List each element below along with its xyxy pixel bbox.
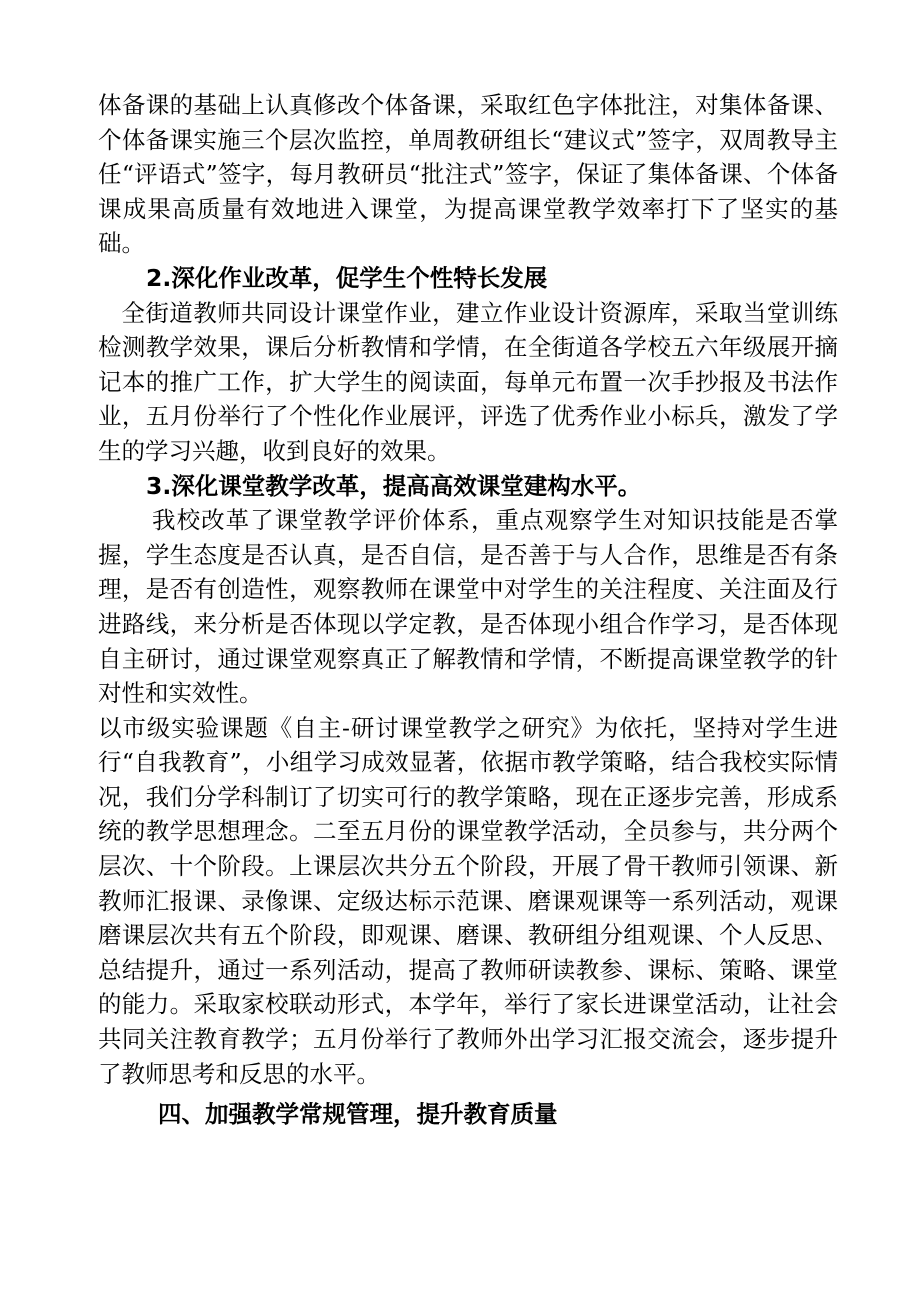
heading-section-four: 四、加强教学常规管理，提升教育质量 bbox=[158, 1100, 558, 1129]
heading-classroom-reform: 3.深化课堂教学改革，提高高效课堂建构水平。 bbox=[146, 471, 642, 500]
paragraph-research-project: 以市级实验课题《自主-研讨课堂教学之研究》为依托，坚持对学生进行“自我教育”，小组学习成效显著，依据市教学策略，结合我校实际情况，我们分学科制订了切实可行的教学策略，现在正逐步完善，形成系统的教学思想理念。二至五月份的课堂教学活动，全员参与，共分两个层次、十个阶段。上课层次共分五个阶段，开展了骨干教师引领课、新教师汇报课、录像课、定级达标示范课、磨课观课等一系列活动，观课磨课层次共有五个阶段，即观课、磨课、教研组分组观课、个人反思、总结提升，通过一系列活动，提高了教师研读教参、课标、策略、课堂的能力。采取家校联动形式，本学年，举行了家长进课堂活动，让社会共同关注教育教学；五月份举行了教师外出学习汇报交流会，逐步提升了教师思考和反思的水平。 bbox=[98, 713, 838, 1088]
paragraph-homework-reform: 全街道教师共同设计课堂作业，建立作业设计资源库，采取当堂训练检测教学效果，课后分析教情和学情，在全街道各学校五六年级展开摘记本的推广工作，扩大学生的阅读面，每单元布置一次手抄报及书法作业，五月份举行了个性化作业展评，评选了优秀作业小标兵，激发了学生的学习兴趣，收到良好的效果。 bbox=[98, 298, 838, 465]
heading-homework-reform: 2.深化作业改革，促学生个性特长发展 bbox=[146, 263, 548, 292]
document-page bbox=[98, 88, 838, 1132]
paragraph-preparation-continued: 体备课的基础上认真修改个体备课，采取红色字体批注，对集体备课、个体备课实施三个层次监控，单周教研组长“建议式”签字，双周教导主任“评语式”签字，每月教研员“批注式”签字，保证了集体备课、个体备课成果高质量有效地进入课堂，为提高课堂教学效率打下了坚实的基础。 bbox=[98, 91, 838, 258]
paragraph-evaluation-system: 我校改革了课堂教学评价体系，重点观察学生对知识技能是否掌握，学生态度是否认真，是否自信，是否善于与人合作，思维是否有条理，是否有创造性，观察教师在课堂中对学生的关注程度、关注面及行进路线，来分析是否体现以学定教，是否体现小组合作学习，是否体现自主研讨，通过课堂观察真正了解教情和学情，不断提高课堂教学的针对性和实效性。 bbox=[98, 506, 838, 708]
